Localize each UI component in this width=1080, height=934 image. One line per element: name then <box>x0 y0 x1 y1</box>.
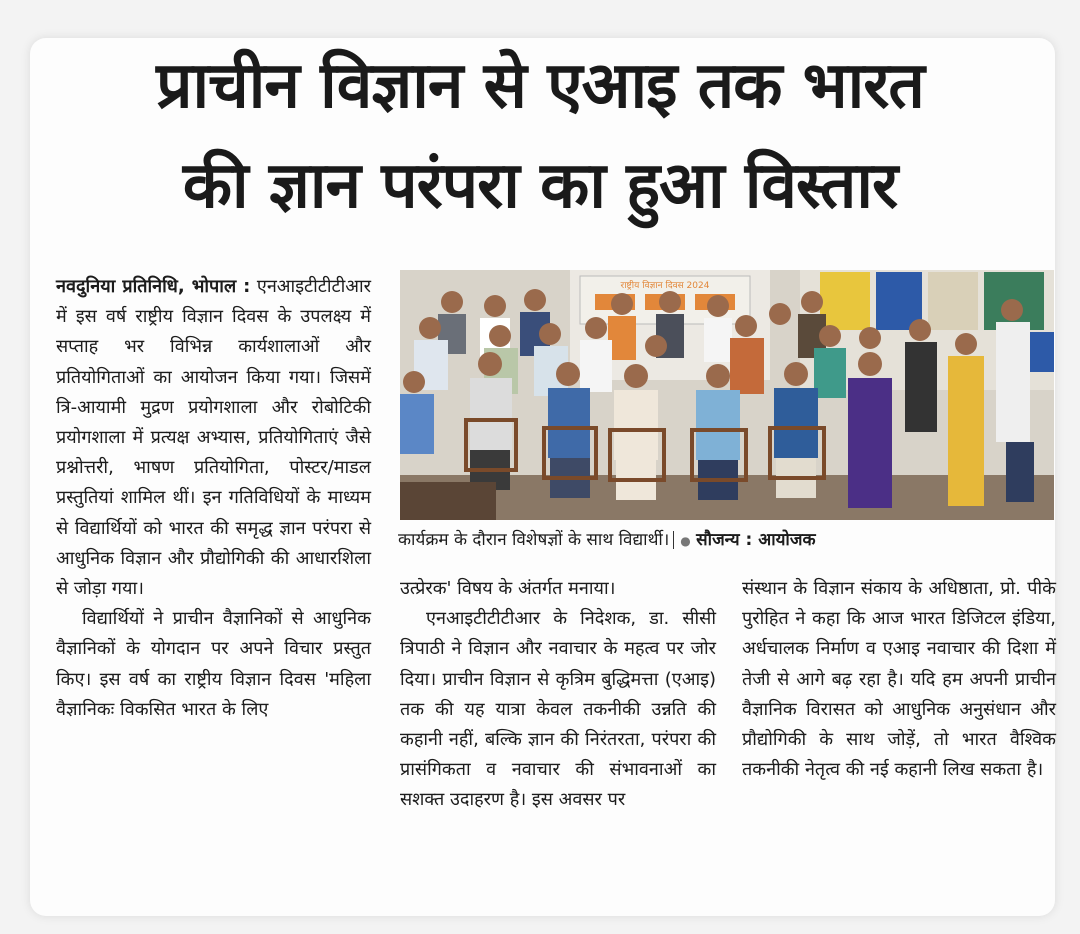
headline-line-2: की ज्ञान परंपरा का हुआ विस्तार <box>182 149 898 223</box>
caption-divider <box>673 531 674 549</box>
headline-line-1: प्राचीन विज्ञान से एआइ तक भारत <box>156 49 924 123</box>
article-column-1 <box>56 272 371 725</box>
event-group-photo <box>400 270 1054 520</box>
byline: नवदुनिया प्रतिनिधि, भोपाल : <box>56 276 251 297</box>
column1-paragraph-2: विद्यार्थियों ने प्राचीन वैज्ञानिकों से आधुनिक वैज्ञानिकों के योगदान पर अपने विचार प्रस्तुत किए। इस वर्ष का राष्ट्रीय विज्ञान दिवस 'महिला वैज्ञानिकः विकसित भारत के लिए <box>56 608 371 720</box>
column2-paragraph-1: उत्प्रेरक' विषय के अंतर्गत मनाया। <box>400 578 616 599</box>
photo-credit: सौजन्य : आयोजक <box>696 530 816 550</box>
photo-caption: कार्यक्रम के दौरान विशेषज्ञों के साथ विद्यार्थी। <box>398 530 670 550</box>
column1-paragraph-1: एनआइटीटीटीआर में इस वर्ष राष्ट्रीय विज्ञान दिवस के उपलक्ष्य में सप्ताह भर विभिन्न कार्यशालाओं और प्रतियोगिताओं का आयोजन किया गया। जिसमें त्रि-आयामी मुद्रण प्रयोगशाला और रोबोटिकी प्रयोगशाला में प्रत्यक्ष अभ्यास, प्रतियोगिताएं जैसे प्रश्नोत्तरी, भाषण प्रतियोगिता, पोस्टर/माडल प्रस्तुतियां शामिल थीं। इन गतिविधियों के माध्यम से विद्यार्थियों को भारत की समृद्ध ज्ञान परंपरा से आधुनिक विज्ञान और प्रौद्योगिकी की आधारशिला से जोड़ा गया। <box>56 276 371 600</box>
bullet-icon: ● <box>680 534 691 548</box>
photo-caption-line <box>398 527 1058 554</box>
column2-paragraph-2: एनआइटीटीटीआर के निदेशक, डा. सीसी त्रिपाठी ने विज्ञान और नवाचार के महत्व पर जोर दिया। प्राचीन विज्ञान से कृत्रिम बुद्धिमत्ता (एआइ) तक की यह यात्रा केवल तकनीकी उन्नति की कहानी नहीं, बल्कि ज्ञान की निरंतरता, परंपरा की प्रासंगिकता व नवाचार की संभावनाओं का सशक्त उदाहरण है। इस अवसर पर <box>400 608 716 811</box>
article-column-3 <box>742 574 1056 785</box>
banner-text: राष्ट्रीय विज्ञान दिवस 2024 <box>620 281 710 291</box>
column3-paragraph-1: संस्थान के विज्ञान संकाय के अधिष्ठाता, प्रो. पीके पुरोहित ने कहा कि आज भारत डिजिटल इंडिया, अर्धचालक निर्माण व एआइ नवाचार की दिशा में तेजी से आगे बढ़ रहा है। यदि हम अपनी प्राचीन वैज्ञानिक विरासत को आधुनिक अनुसंधान और प्रौद्योगिकी के साथ जोड़ें, तो भारत वैश्विक तकनीकी नेतृत्व की नई कहानी लिख सकता है। <box>742 578 1056 781</box>
article-column-2 <box>400 574 716 816</box>
